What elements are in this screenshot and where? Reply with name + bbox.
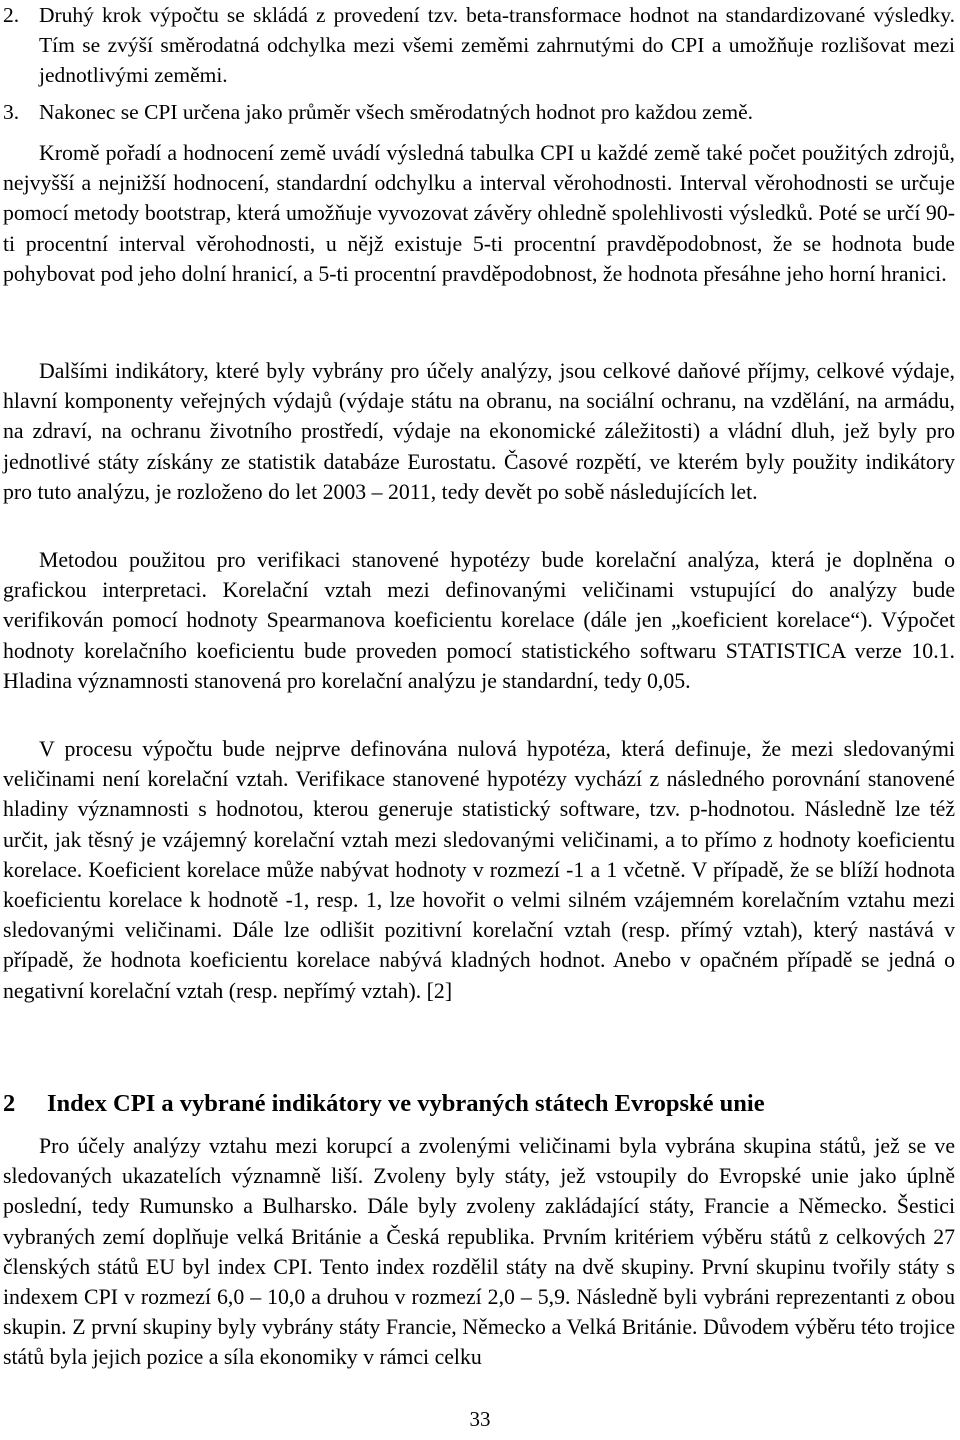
list-item-text: Druhý krok výpočtu se skládá z provedení tzv. beta-transformace hodnot na standardizované výsledky. Tím se zvýší směrodatná odchylka mezi všemi zeměmi zahrnutými do CPI a umožňuje rozlišovat mezi jednotlivými zeměmi.: [39, 3, 955, 87]
list-item-text: Nakonec se CPI určena jako průměr všech směrodatných hodnot pro každou země.: [39, 100, 754, 124]
paragraph-hypothesis: V procesu výpočtu bude nejprve definována nulová hypotéza, která definuje, že mezi sledovanými veličinami není korelační vztah. Verifikace stanovené hypotézy vychází z následného porovnání stanovené hladiny významnosti s hodnotou, kterou generuje statistický software, tzv. p-hodnotou. Následně lze též určit, jak těsný je vzájemný korelační vztah mezi sledovanými veličinami, a to přímo z hodnoty koeficientu korelace. Koeficient korelace může nabývat hodnoty v rozmezí -1 a 1 včetně. V případě, že se blíží hodnota koeficientu korelace k hodnotě -1, resp. 1, lze hovořit o velmi silném vzájemném korelačním vztahu mezi sledovanými veličinami. Dále lze odlišit pozitivní korelační vztah (resp. přímý vztah), který nastává v případě, že hodnota koeficientu korelace nabývá kladných hodnot. Anebo v opačném případě se jedná o negativní korelační vztah (resp. nepřímý vztah). [2]: [3, 737, 955, 1003]
paragraph-block: [3, 734, 955, 1006]
section-heading: [3, 1088, 955, 1120]
list-item: [3, 0, 955, 90]
paragraph-block: [3, 138, 955, 289]
section-heading-text: Index CPI a vybrané indikátory ve vybraných státech Evropské unie: [47, 1090, 765, 1117]
list-item-number: 3.: [3, 100, 20, 124]
paragraph-method: Metodou použitou pro verifikaci stanovené hypotézy bude korelační analýza, která je doplněna o grafickou interpretaci. Korelační vztah mezi definovanými veličinami vstupující do analýzy bude verifikován pomocí hodnoty Spearmanova koeficientu korelace (dále jen „koeficient korelace“). Výpočet hodnoty korelačního koeficientu bude proveden pomocí statistického softwaru STATISTICA verze 10.1. Hladina významnosti stanovená pro korelační analýzu je standardní, tedy 0,05.: [3, 548, 955, 693]
list-item-number: 2.: [3, 3, 20, 27]
paragraph-block: [3, 1131, 955, 1373]
paragraph-country-selection: Pro účely analýzy vztahu mezi korupcí a zvolenými veličinami byla vybrána skupina států, jež se ve sledovaných ukazatelích významně liší. Zvoleny byly státy, jež vstoupily do Evropské unie jako úplně poslední, tedy Rumunsko a Bulharsko. Dále byly zvoleny zakládající státy, Francie a Německo. Šestici vybraných zemí doplňuje velká Británie a Česká republika. Prvním kritériem výběru států z celkových 27 členských států EU byl index CPI. Tento index rozdělil státy na dvě skupiny. První skupinu tvořily státy s indexem CPI v rozmezí 6,0 – 10,0 a druhou v rozmezí 2,0 – 5,9. Následně byli vybráni reprezentanti z obou skupin. Z první skupiny byly vybrány státy Francie, Německo a Velká Británie. Důvodem výběru této trojice států byla jejich pozice a síla ekonomiky v rámci celku: [3, 1134, 955, 1370]
page-number: 33: [469, 1407, 491, 1431]
paragraph-block: [3, 545, 955, 696]
paragraph-cpi-table: Kromě pořadí a hodnocení země uvádí výsledná tabulka CPI u každé země také počet použitých zdrojů, nejvyšší a nejnižší hodnocení, standardní odchylku a interval věrohodnosti. Interval věrohodnosti se určuje pomocí metody bootstrap, která umožňuje vyvozovat závěry ohledně spolehlivosti výsledků. Poté se určí 90-ti procentní interval věrohodnosti, u nějž existuje 5-ti procentní pravděpodobnost, že se hodnota bude pohybovat pod jeho dolní hranicí, a 5-ti procentní pravděpodobnost, že hodnota přesáhne jeho horní hranici.: [3, 141, 955, 286]
numbered-list: [3, 0, 955, 127]
list-item: [3, 97, 955, 127]
paragraph-indicators: Dalšími indikátory, které byly vybrány pro účely analýzy, jsou celkové daňové příjmy, celkové výdaje, hlavní komponenty veřejných výdajů (výdaje státu na obranu, na sociální ochranu, na vzdělání, na armádu, na zdraví, na ochranu životního prostředí, výdaje na ekonomické záležitosti) a vládní dluh, jež byly pro jednotlivé státy získány ze statistik databáze Eurostatu. Časové rozpětí, ve kterém byly použity indikátory pro tuto analýzu, je rozloženo do let 2003 – 2011, tedy devět po sobě následujících let.: [3, 359, 955, 504]
paragraph-block: [3, 356, 955, 507]
section-heading-number: 2: [3, 1090, 16, 1117]
